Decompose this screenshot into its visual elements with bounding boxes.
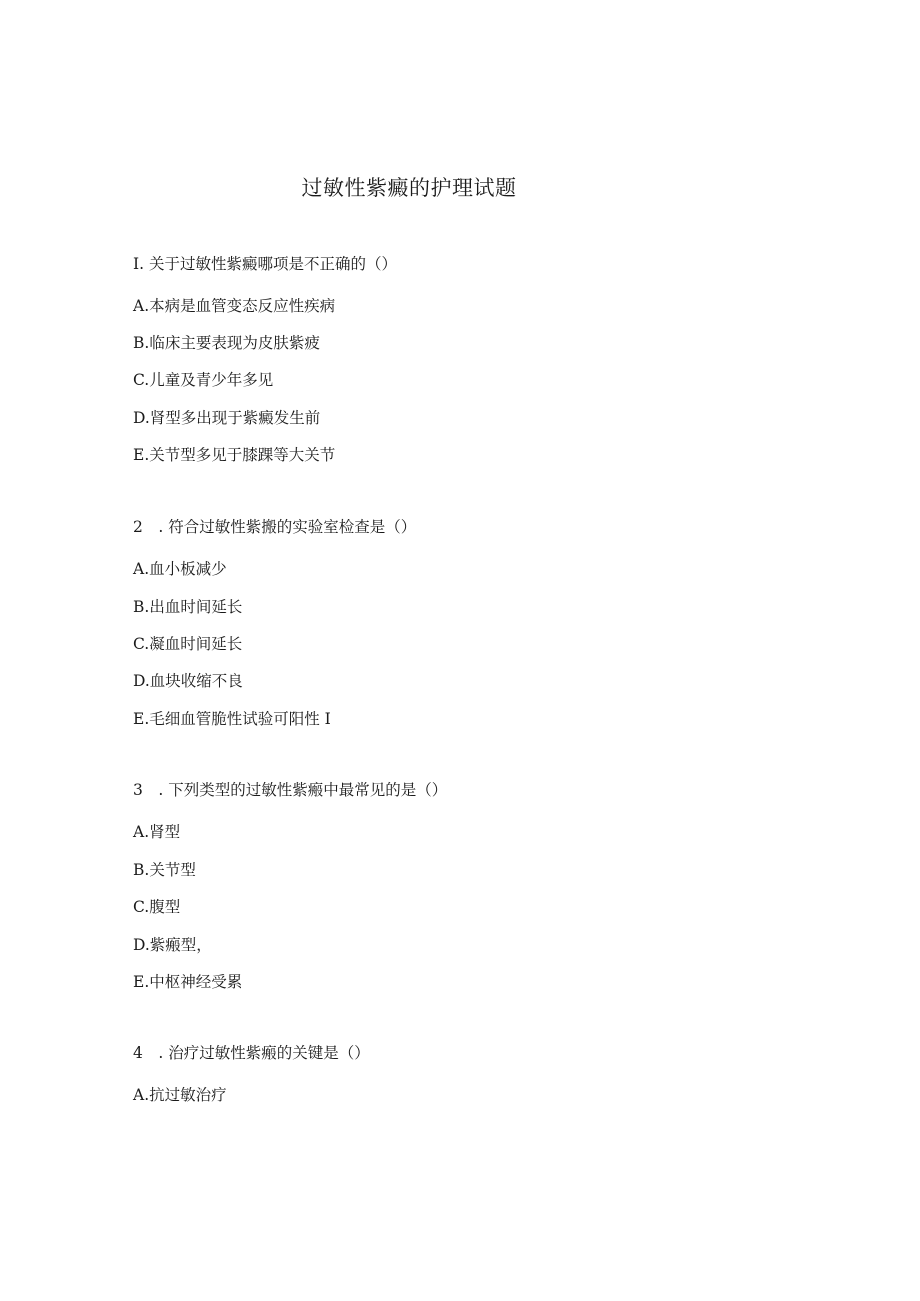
option-e: E.中枢神经受累 [133, 973, 243, 991]
option-a: A.血小板减少 [133, 560, 227, 578]
option-e: E.关节型多见于膝踝等大关节 [133, 446, 336, 464]
option-c: C.腹型 [133, 898, 181, 916]
page-title: 过敏性紫癜的护理试题 [301, 176, 517, 200]
option-a: A.抗过敏治疗 [133, 1086, 227, 1104]
option-b: B.关节型 [133, 861, 196, 879]
question-stem: 2 . 符合过敏性紫搬的实验室检查是（） [133, 518, 417, 536]
option-c: C.凝血时间延长 [133, 635, 243, 653]
option-b: B.临床主要表现为皮肤紫疲 [133, 334, 320, 352]
option-a: A.肾型 [133, 823, 181, 841]
question-stem: 3 . 下列类型的过敏性紫瘢中最常见的是（） [133, 781, 448, 799]
option-e: E.毛细血管脆性试验可阳性 I [133, 710, 331, 728]
option-b: B.出血时间延长 [133, 598, 243, 616]
option-d: D.肾型多出现于紫癜发生前 [133, 409, 321, 427]
option-c: C.儿童及青少年多见 [133, 371, 274, 389]
option-d: D.血块收缩不良 [133, 672, 243, 690]
option-d: D.紫瘢型， [133, 936, 212, 954]
question-stem: I. 关于过敏性紫癜哪项是不正确的（） [133, 255, 397, 273]
option-a: A.本病是血管变态反应性疾病 [133, 297, 336, 315]
question-stem: 4 . 治疗过敏性紫瘢的关键是（） [133, 1044, 370, 1062]
